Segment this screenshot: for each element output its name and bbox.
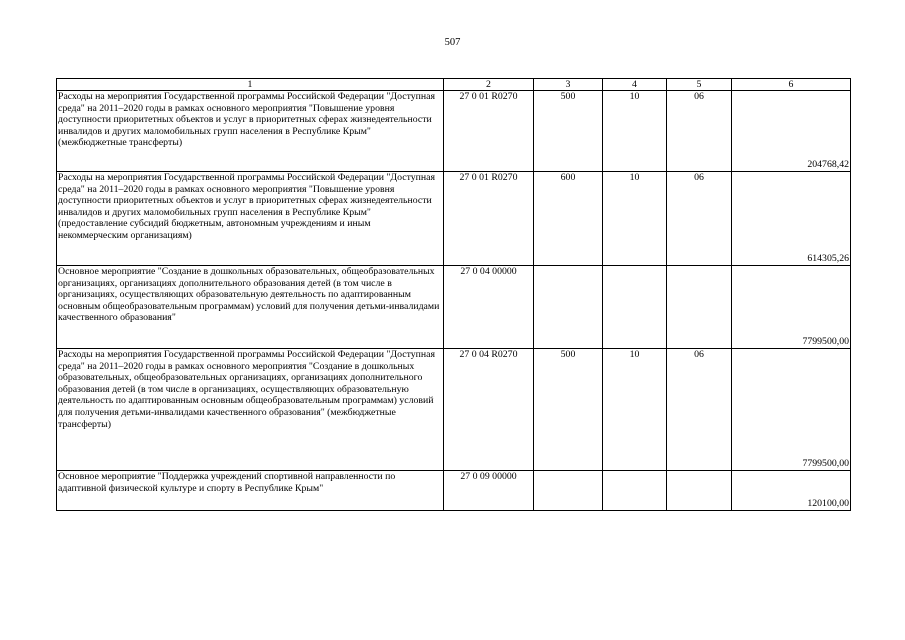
section: 10 — [603, 91, 667, 172]
expense-type — [534, 471, 603, 511]
expense-name: Расходы на мероприятия Государственной программы Российской Федерации "Доступная среда" на 2011–2020 годы в рамках основного мероприятия "Повышение уровня доступности приоритетных объектов и услуг в приоритетных сферах жизнедеятельности инвалидов и других маломобильных групп населения в Республике Крым" (межбюджетные трансферты) — [57, 91, 444, 172]
section: 10 — [603, 349, 667, 471]
subsection: 06 — [667, 349, 732, 471]
amount: 614305,26 — [732, 172, 851, 266]
amount: 7799500,00 — [732, 266, 851, 349]
column-header: 1 — [57, 79, 444, 91]
table-row — [57, 349, 851, 471]
amount: 7799500,00 — [732, 349, 851, 471]
target-code: 27 0 04 00000 — [444, 266, 534, 349]
budget-table — [56, 78, 851, 511]
expense-type: 500 — [534, 91, 603, 172]
subsection — [667, 266, 732, 349]
target-code: 27 0 01 R0270 — [444, 91, 534, 172]
amount: 204768,42 — [732, 91, 851, 172]
table-row — [57, 91, 851, 172]
target-code: 27 0 04 R0270 — [444, 349, 534, 471]
column-header: 6 — [732, 79, 851, 91]
subsection: 06 — [667, 91, 732, 172]
table-header-row — [57, 79, 851, 91]
amount: 120100,00 — [732, 471, 851, 511]
column-header: 5 — [667, 79, 732, 91]
table-row — [57, 471, 851, 511]
expense-name: Основное мероприятие "Поддержка учреждений спортивной направленности по адаптивной физической культуре и спорту в Республике Крым" — [57, 471, 444, 511]
expense-type: 500 — [534, 349, 603, 471]
table-row — [57, 172, 851, 266]
expense-name: Основное мероприятие "Создание в дошкольных образовательных, общеобразовательных организациях, организациях дополнительного образования детей (в том числе в организациях, осуществляющих образовательную деятельность по адаптированным основным общеобразовательным программам) условий для получения детьми-инвалидами качественного образования" — [57, 266, 444, 349]
section: 10 — [603, 172, 667, 266]
target-code: 27 0 09 00000 — [444, 471, 534, 511]
page-number: 507 — [444, 37, 461, 48]
expense-type — [534, 266, 603, 349]
expense-name: Расходы на мероприятия Государственной программы Российской Федерации "Доступная среда" на 2011–2020 годы в рамках основного мероприятия "Создание в дошкольных образовательных, общеобразовательных организациях, организациях дополнительного образования детей (в том числе в организациях, осуществляющих образовательную деятельность по адаптированным основным общеобразовательным программам) условий для получения детьми-инвалидами качественного образования" (межбюджетные трансферты) — [57, 349, 444, 471]
table-row — [57, 266, 851, 349]
target-code: 27 0 01 R0270 — [444, 172, 534, 266]
column-header: 2 — [444, 79, 534, 91]
section — [603, 266, 667, 349]
column-header: 3 — [534, 79, 603, 91]
subsection: 06 — [667, 172, 732, 266]
section — [603, 471, 667, 511]
expense-name: Расходы на мероприятия Государственной программы Российской Федерации "Доступная среда" на 2011–2020 годы в рамках основного мероприятия "Повышение уровня доступности приоритетных объектов и услуг в приоритетных сферах жизнедеятельности инвалидов и других маломобильных групп населения в Республике Крым" (предоставление субсидий бюджетным, автономным учреждениям и иным некоммерческим организациям) — [57, 172, 444, 266]
expense-type: 600 — [534, 172, 603, 266]
column-header: 4 — [603, 79, 667, 91]
subsection — [667, 471, 732, 511]
